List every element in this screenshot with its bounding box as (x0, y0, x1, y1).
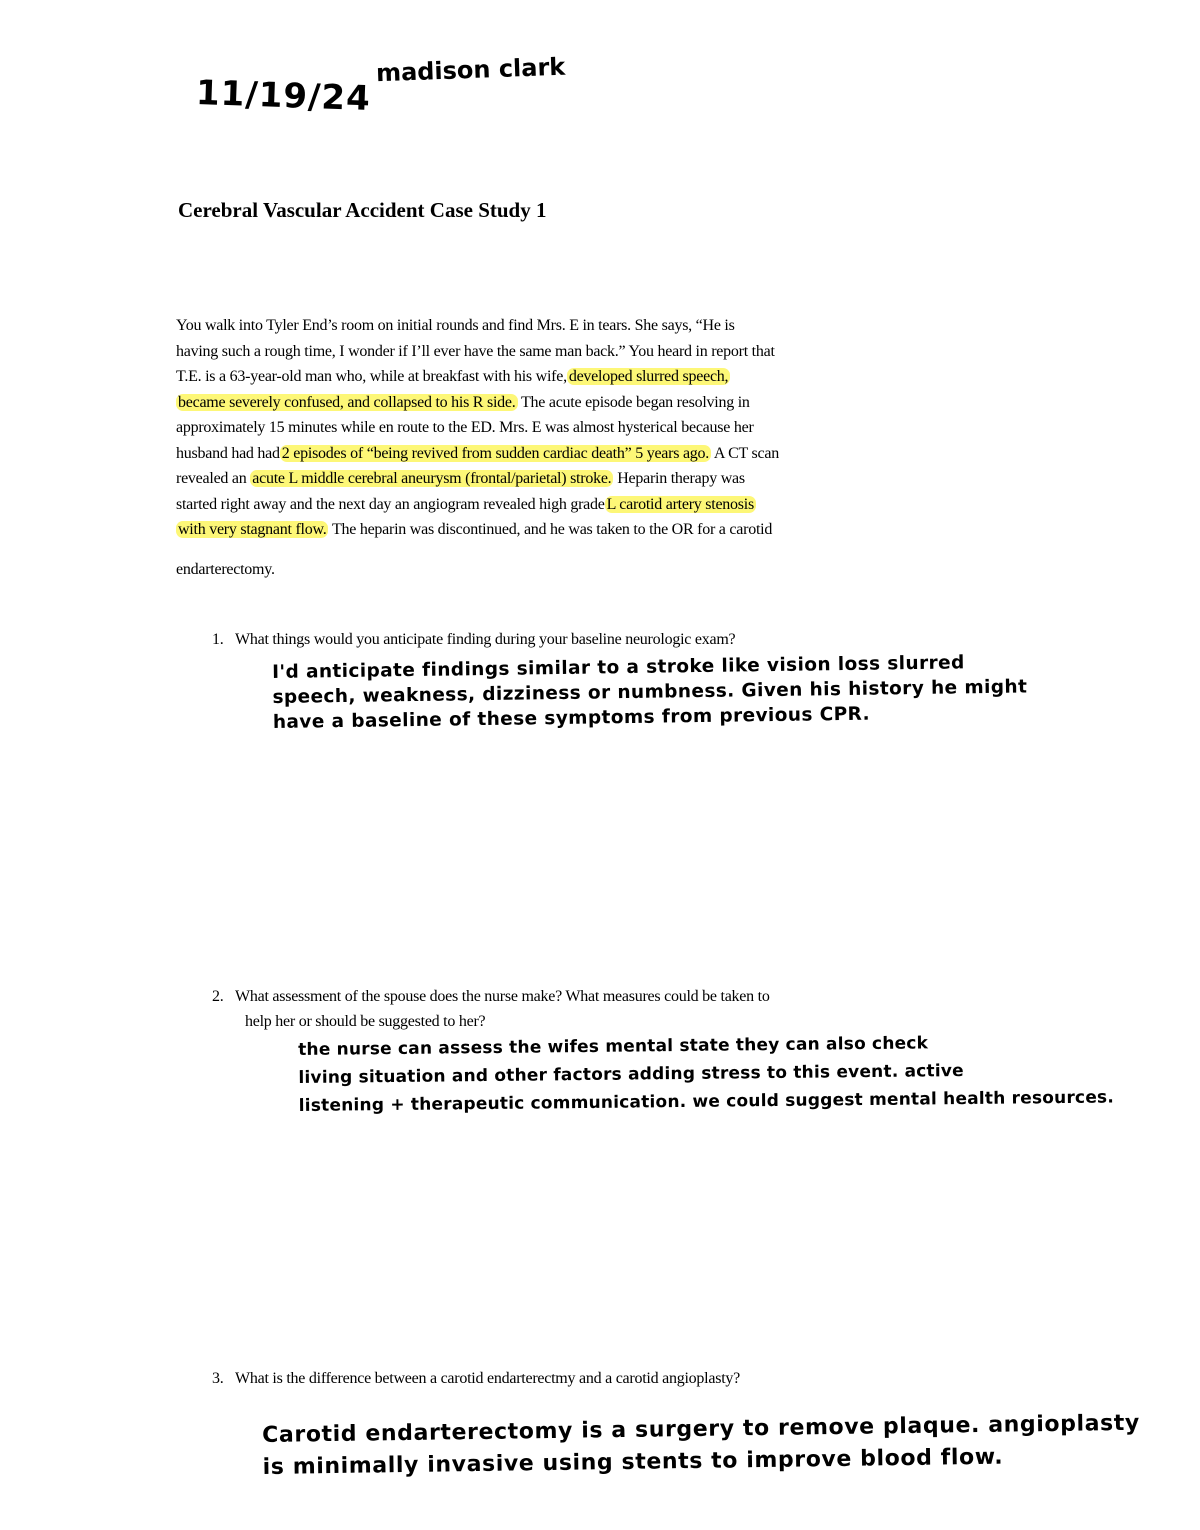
case-text-segment: The acute episode began resolving in (517, 393, 750, 411)
question-text: What things would you anticipate finding during your baseline neurologic exam? (235, 631, 736, 648)
question-3 (212, 1366, 740, 1391)
answer-3-handwritten (262, 1408, 1140, 1484)
answer-line: speech, weakness, dizziness or numbness. Given his history he might (272, 676, 1028, 708)
answer-line: living situation and other factors adding stress to this event. active (298, 1061, 964, 1088)
answer-line: I'd anticipate findings similar to a stroke like vision loss slurred (272, 652, 965, 683)
handwritten-date: 11/19/24 (195, 72, 372, 120)
case-line-7 (176, 466, 1036, 492)
case-text-segment: revealed an (176, 470, 247, 487)
answer-line: is minimally invasive using stents to improve blood flow. (262, 1444, 1004, 1480)
case-line-5: approximately 15 minutes while en route to the ED. Mrs. E was almost hysterical because her (176, 419, 754, 436)
case-text-segment: started right away and the next day an angiogram revealed high grade (176, 495, 605, 513)
highlighted-text: became severely confused, and collapsed to his R side. (178, 393, 516, 411)
question-number: 1. (212, 631, 224, 648)
question-number: 3. (212, 1370, 224, 1387)
case-line-9 (176, 517, 1036, 543)
case-line-6 (176, 441, 1036, 467)
case-line-10: endarterectomy. (176, 560, 275, 578)
case-line-1: You walk into Tyler End’s room on initial rounds and find Mrs. E in tears. She says, “He is (176, 317, 735, 334)
case-text-segment: Heparin therapy was (613, 470, 745, 487)
question-2 (212, 984, 770, 1034)
case-text-segment: A CT scan (711, 444, 779, 462)
case-line-4 (176, 390, 1036, 416)
answer-line: have a baseline of these symptoms from previous CPR. (272, 703, 871, 733)
answer-line: the nurse can assess the wifes mental state they can also check (298, 1033, 929, 1060)
case-text-segment: The heparin was discontinued, and he was taken to the OR for a carotid (328, 521, 773, 538)
case-line-2: having such a rough time, I wonder if I’ll ever have the same man back.” You heard in report that (176, 342, 775, 360)
document-title: Cerebral Vascular Accident Case Study 1 (178, 198, 547, 222)
highlighted-text: L carotid artery stenosis (606, 495, 754, 513)
case-study-text (176, 313, 1036, 582)
case-text-segment: T.E. is a 63-year-old man who, while at breakfast with his wife, (176, 368, 567, 385)
answer-1-handwritten (272, 649, 1028, 735)
question-1 (212, 627, 735, 652)
question-text: What assessment of the spouse does the nurse make? What measures could be taken to (235, 988, 770, 1005)
case-text-segment: husband had had (176, 444, 280, 462)
question-number: 2. (212, 988, 224, 1005)
highlighted-text: 2 episodes of “being revived from sudden cardiac death” 5 years ago. (281, 444, 710, 462)
handwritten-name: madison clark (375, 52, 566, 88)
case-line-8 (176, 492, 1036, 518)
question-text: What is the difference between a carotid endarterectmy and a carotid angioplasty? (235, 1370, 740, 1387)
highlighted-text: developed slurred speech, (568, 368, 729, 385)
highlighted-text: acute L middle cerebral aneurysm (frontal/parietal) stroke. (252, 470, 612, 487)
answer-line: Carotid endarterectomy is a surgery to remove plaque. angioplasty (262, 1410, 1140, 1448)
answer-line: listening + therapeutic communication. we could suggest mental health resources. (298, 1087, 1115, 1116)
case-line-3 (176, 364, 1036, 390)
question-text-continued: help her or should be suggested to her? (245, 1013, 486, 1030)
answer-2-handwritten (298, 1027, 1114, 1120)
highlighted-text: with very stagnant flow. (178, 521, 327, 538)
